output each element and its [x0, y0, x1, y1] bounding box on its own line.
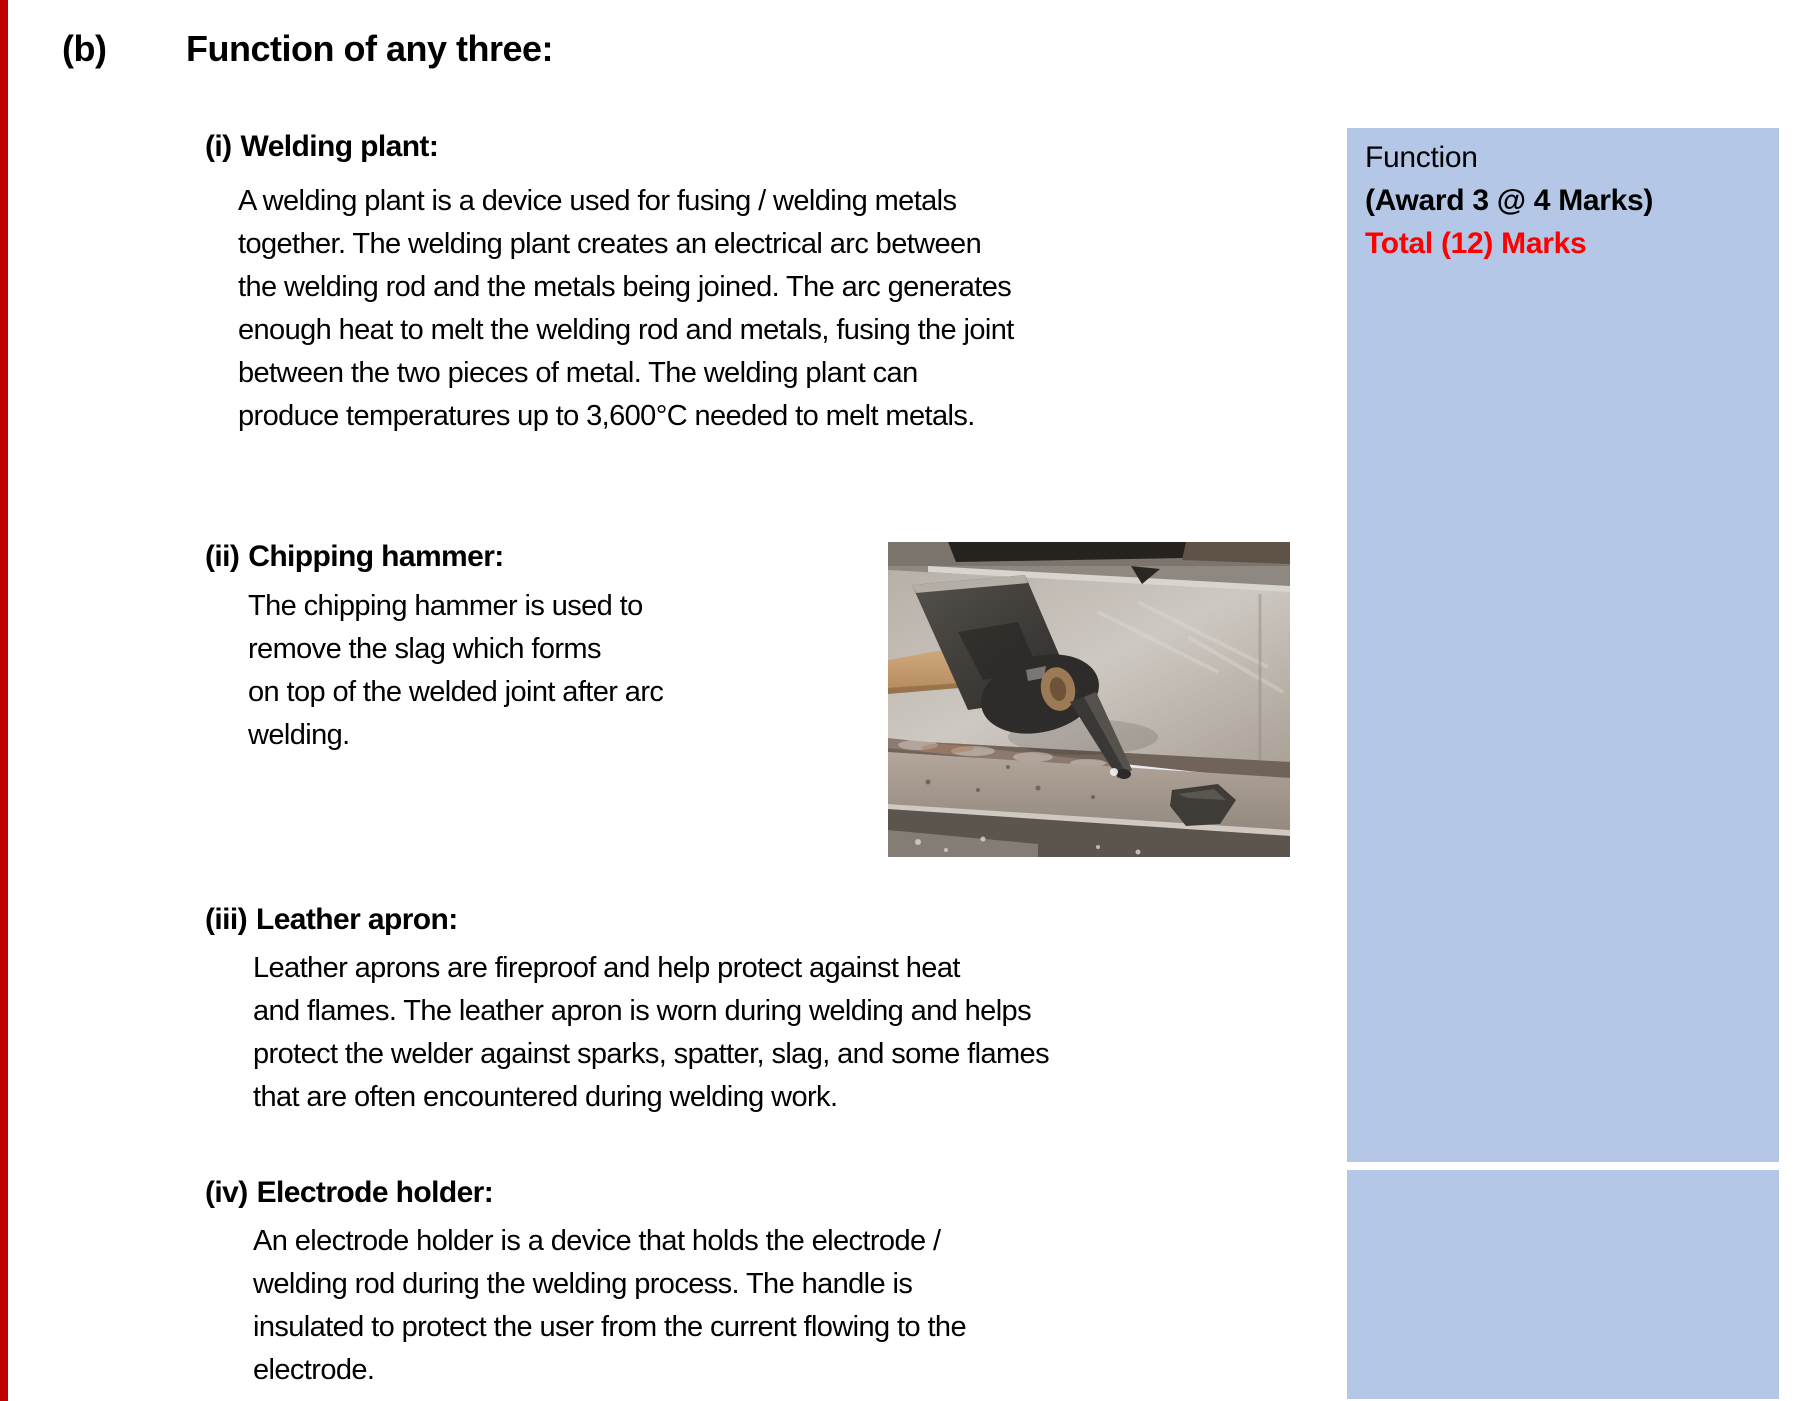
section-number: (i) [205, 130, 232, 163]
section-title: Chipping hammer: [248, 540, 504, 573]
body-line: welding rod during the welding process. The handle is [253, 1268, 913, 1300]
section-body-welding-plant [238, 180, 1014, 438]
section-title: Welding plant: [240, 130, 439, 163]
body-line: produce temperatures up to 3,600°C needed to melt metals. [238, 400, 975, 432]
part-label: (b) [62, 28, 107, 69]
marks-award: (Award 3 @ 4 Marks) [1365, 184, 1654, 217]
body-line: insulated to protect the user from the current flowing to the [253, 1311, 966, 1343]
left-accent-bar [0, 0, 8, 1401]
section-title: Electrode holder: [256, 1176, 494, 1209]
body-line: remove the slag which forms [248, 633, 601, 665]
section-heading-leather-apron [205, 903, 458, 937]
section-heading-welding-plant [205, 130, 438, 164]
body-line: electrode. [253, 1354, 375, 1386]
section-number: (iv) [205, 1176, 248, 1209]
section-title: Leather apron: [256, 903, 458, 936]
marks-total: Total (12) Marks [1365, 227, 1587, 260]
body-line: between the two pieces of metal. The welding plant can [238, 357, 918, 389]
body-line: A welding plant is a device used for fusing / welding metals [238, 185, 957, 217]
section-heading-chipping-hammer [205, 540, 504, 574]
section-heading-electrode-holder [205, 1176, 493, 1210]
page-title: Function of any three: [186, 28, 553, 69]
body-line: together. The welding plant creates an electrical arc between [238, 228, 982, 260]
body-line: Leather aprons are fireproof and help protect against heat [253, 952, 960, 984]
section-number: (iii) [205, 903, 247, 936]
section-body-chipping-hammer [248, 585, 663, 757]
marks-panel [1347, 128, 1779, 1162]
body-line: welding. [248, 719, 350, 751]
section-number: (ii) [205, 540, 240, 573]
marks-heading: Function [1365, 141, 1478, 174]
body-line: An electrode holder is a device that holds the electrode / [253, 1225, 941, 1257]
body-line: enough heat to melt the welding rod and metals, fusing the joint [238, 314, 1014, 346]
body-line: that are often encountered during welding work. [253, 1081, 838, 1113]
body-line: protect the welder against sparks, spatter, slag, and some flames [253, 1038, 1049, 1070]
chipping-hammer-photo [888, 542, 1290, 857]
body-line: and flames. The leather apron is worn during welding and helps [253, 995, 1031, 1027]
body-line: the welding rod and the metals being joined. The arc generates [238, 271, 1012, 303]
body-line: The chipping hammer is used to [248, 590, 643, 622]
section-body-leather-apron [253, 947, 1049, 1119]
body-line: on top of the welded joint after arc [248, 676, 664, 708]
marks-panel-empty [1347, 1170, 1779, 1399]
section-body-electrode-holder [253, 1220, 966, 1392]
